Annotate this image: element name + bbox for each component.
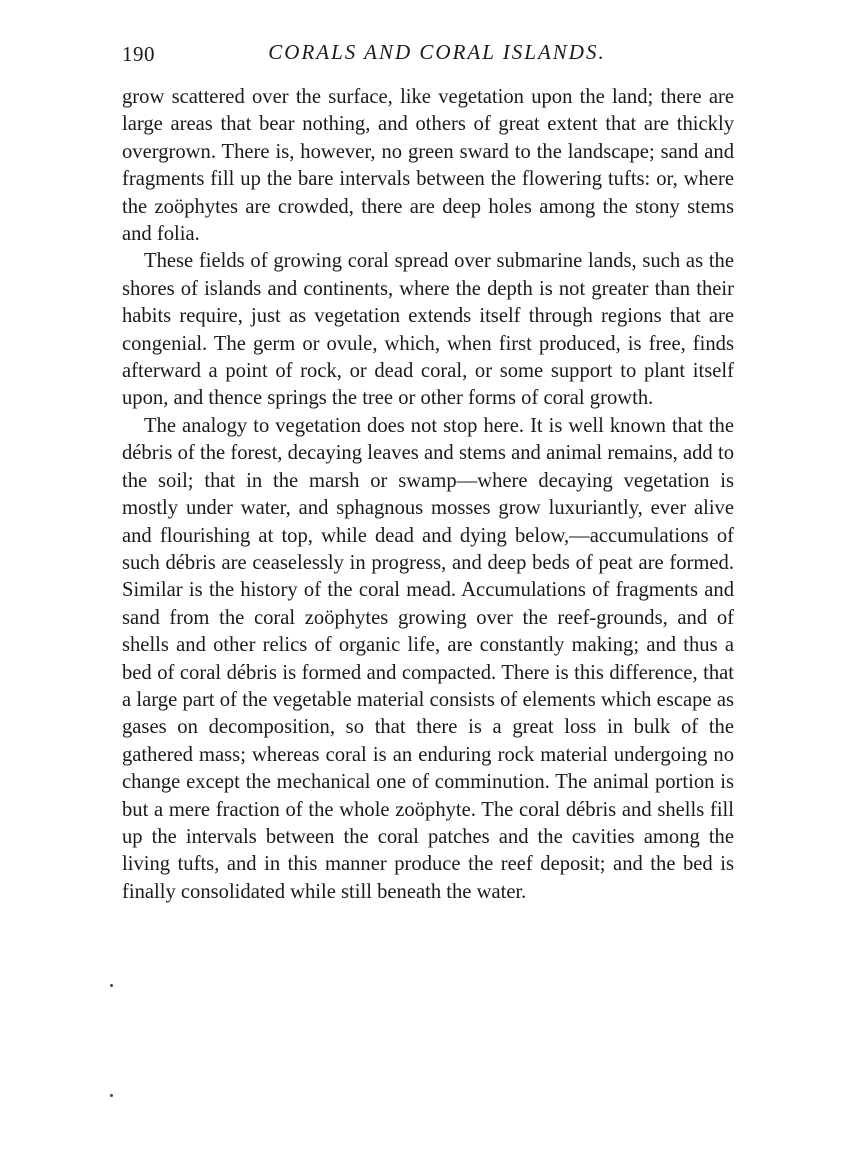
page-number: 190	[122, 42, 155, 66]
running-title: CORALS AND CORAL ISLANDS.	[268, 40, 606, 64]
body-text	[122, 84, 734, 906]
margin-speck	[110, 984, 113, 987]
margin-speck	[110, 1094, 113, 1097]
paragraph: grow scattered over the surface, like vegetation upon the land; there are large areas that bear nothing, and others of great extent that are thickly overgrown. There is, however, no green sward to the landscape; sand and fragments fill up the bare intervals between the flowering tufts: or, where the zoöphytes are crowded, there are deep holes among the stony stems and folia.	[122, 86, 734, 246]
paragraph: The analogy to vegetation does not stop here. It is well known that the débris of the forest, decaying leaves and stems and animal remains, add to the soil; that in the marsh or swamp—where decaying vegetation is mostly under water, and sphagnous mosses grow luxuriantly, ever alive and flourishing at top, while dead and dying below,—accumulations of such débris are ceaselessly in progress, and deep beds of peat are formed. Similar is the history of the coral mead. Accumulations of fragments and sand from the coral zoöphytes growing over the reef-grounds, and of shells and other relics of organic life, are constantly making; and thus a bed of coral débris is formed and compacted. There is this difference, that a large part of the vegetable material consists of elements which escape as gases on decomposition, so that there is a great loss in bulk of the gathered mass; whereas coral is an enduring rock material undergoing no change except the mechanical one of comminution. The animal portion is but a mere fraction of the whole zoöphyte. The coral débris and shells fill up the intervals between the coral patches and the cavities among the living tufts, and in this manner produce the reef deposit; and the bed is finally consolidated while still beneath the water.	[122, 414, 734, 903]
paragraph: These fields of growing coral spread over submarine lands, such as the shores of islands and continents, where the depth is not greater than their habits require, just as vegetation extends itself through regions that are congenial. The germ or ovule, which, when first produced, is free, finds afterward a point of rock, or dead coral, or some support to plant itself upon, and thence springs the tree or other forms of coral growth.	[122, 250, 734, 410]
page-header	[122, 40, 732, 70]
